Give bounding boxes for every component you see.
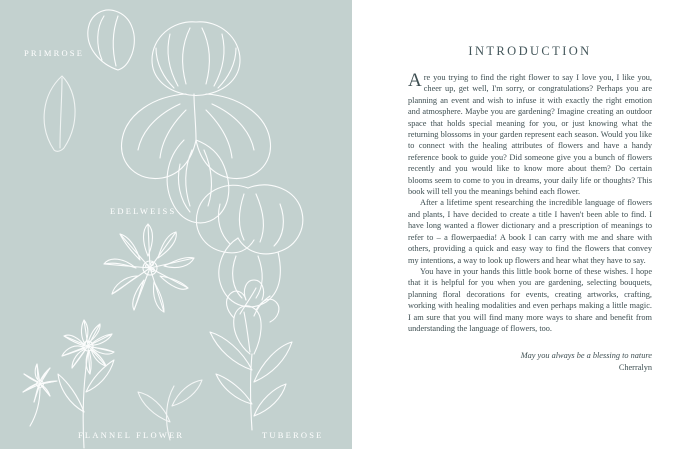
intro-paragraph-1 [408,72,652,197]
drop-cap: A [408,70,422,91]
intro-paragraph-3: You have in your hands this little book borne of these wishes. I hope that it is helpful for you when you are gardening, selecting bouquets, planning floral decorations for events, creating artworks, crafting, working with healing modalities and even perhaps making a little magic. I am sure that you will find many more ways to share and benefit from understanding the language of flowers, too. [408,266,652,333]
edelweiss-label: EDELWEISS [110,206,177,216]
introduction-text-column [408,44,652,374]
signoff-block [408,350,652,374]
flannel-flower-label: FLANNEL FLOWER [78,430,185,440]
primrose-label: PRIMROSE [24,48,85,58]
intro-paragraph-2: After a lifetime spent researching the incredible language of flowers and plants, I have decided to create a title I haven't been able to find. I have long wanted a flower dictionary and a prescription of meanings to refer to – a flowerpaedia! A book I can carry with me and share with others, providing a quick and easy way to find the flowers that convey my intentions, a way to look up flowers and hear what they have to say. [408,198,652,265]
tuberose-label: TUBEROSE [262,430,324,440]
right-text-page [352,0,700,449]
signoff-author: Cherralyn [618,363,652,373]
page-title: INTRODUCTION [468,44,592,58]
signoff-blessing: May you always be a blessing to nature [520,351,652,361]
intro-paragraph-1-text: re you trying to find the right flower to say I love you, I like you, cheer up, get well, I'm sorry, or congratulations? Perhaps you are planning an event and wish to infuse it with exactly the right emotion and atmosphere. Maybe you are gardening? Imagine creating an outdoor space that holds special meaning for you, or just knowing what the returning blossoms in your garden represent each season. Would you like to connect with the healing attributes of flowers and have a handy reference book to guide you? Did someone give you a bunch of flowers recently and you would like to know more about them? Do certain blooms seem to come to you in dreams, your daily life or thoughts? This book will tell you the meanings behind each flower. [408,73,652,197]
